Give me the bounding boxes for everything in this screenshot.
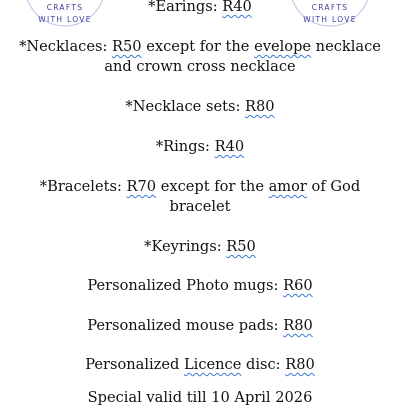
necklaces-rest: necklace: [311, 38, 381, 55]
licence-disc-mid: disc:: [241, 356, 286, 373]
necklaces-line-2: and crown cross necklace: [104, 58, 296, 75]
earrings-separator: :: [212, 0, 223, 15]
photo-mugs-line: [0, 276, 400, 296]
necklaces-mid: except for the: [141, 38, 255, 55]
bracelets-price: R70: [126, 178, 157, 195]
logo-text-crafts-right: CRAFTS: [311, 3, 349, 12]
necklaces-lead: *Necklaces:: [19, 38, 113, 55]
keyrings-price: R50: [226, 238, 256, 255]
logo-text-with-love-right: WITH LOVE: [303, 15, 357, 24]
mouse-pads-line: [0, 316, 400, 336]
earrings-label: Earings: [155, 0, 213, 15]
licence-disc-price: R80: [285, 356, 315, 373]
photo-mugs-price: R60: [283, 277, 313, 294]
earrings-line: [0, 0, 400, 17]
keyrings-lead: *Keyrings:: [144, 238, 227, 255]
keyrings-line: [0, 237, 400, 257]
rings-line: [0, 137, 400, 157]
bracelets-lead: *Bracelets:: [39, 178, 127, 195]
necklace-sets-line: [0, 97, 400, 117]
rings-price: R40: [214, 138, 245, 155]
earrings-price: R40: [222, 0, 252, 15]
licence-disc-lead: Personalized: [85, 356, 184, 373]
necklaces-price: R50: [112, 38, 142, 55]
bracelets-word: amor: [268, 178, 307, 195]
necklaces-word: evelope: [254, 38, 312, 55]
bracelets-mid: except for the: [156, 178, 269, 195]
earrings-lead: *: [148, 0, 156, 15]
licence-disc-word: Licence: [183, 356, 242, 373]
photo-mugs-lead: Personalized Photo mugs:: [87, 277, 284, 294]
logo-text-crafts: CRAFTS: [46, 3, 84, 12]
licence-disc-line: [0, 355, 400, 375]
bracelets-line: [0, 177, 400, 197]
mouse-pads-lead: Personalized mouse pads:: [87, 317, 284, 334]
necklace-sets-price: R80: [245, 98, 275, 115]
bracelets-line-2: bracelet: [169, 198, 231, 215]
necklaces-line: [0, 37, 400, 57]
bracelets-rest: of God: [306, 178, 361, 195]
special-validity-footer: Special valid till 10 April 2026: [87, 389, 313, 406]
necklace-sets-lead: *Necklace sets:: [125, 98, 245, 115]
mouse-pads-price: R80: [283, 317, 313, 334]
logo-text-with-love: WITH LOVE: [38, 15, 92, 24]
rings-lead: *Rings:: [155, 138, 215, 155]
